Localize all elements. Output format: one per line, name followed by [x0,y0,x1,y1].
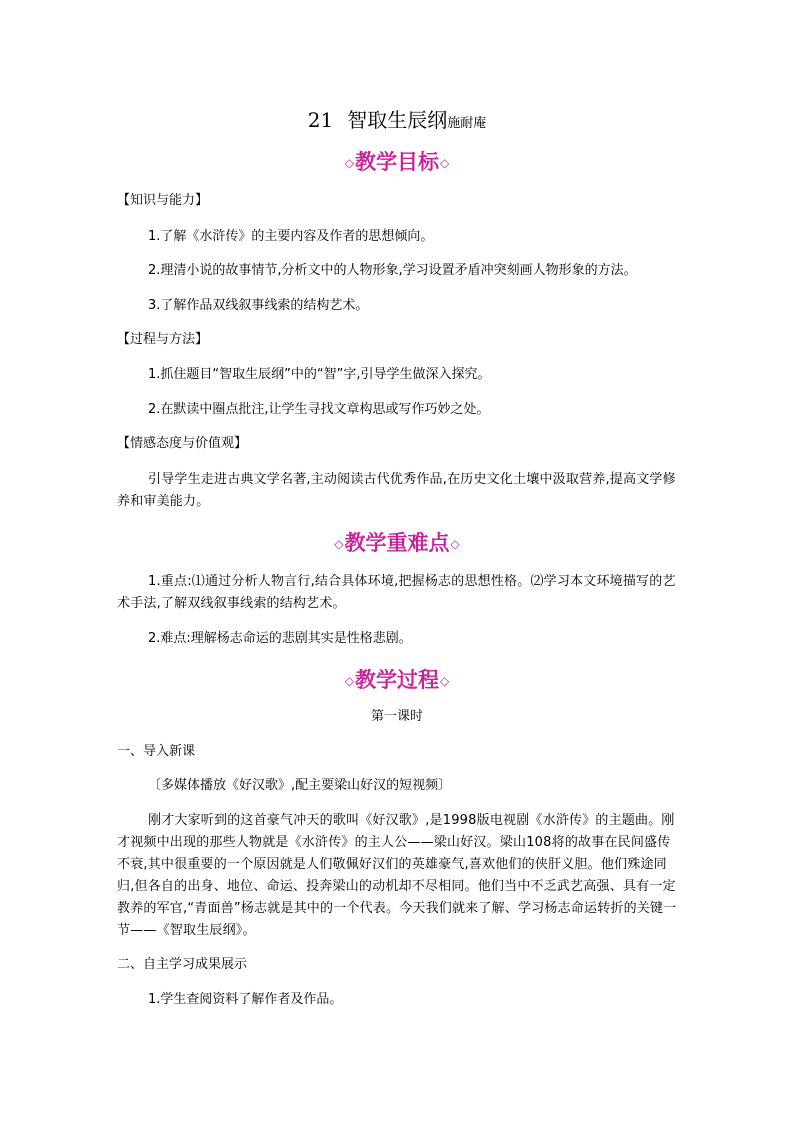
knowledge-label: 【知识与能力】 [117,193,209,208]
lesson-number: 21 [307,108,334,132]
knowledge-item-3: 3.了解作品双线叙事线索的结构艺术。 [148,298,369,313]
diamond-icon: ◇ [344,156,354,170]
lesson-title [0,104,794,133]
section-heading-goals-text: 教学目标 [355,150,439,174]
step2-label: 二、自主学习成果展示 [117,957,248,972]
knowledge-item-1: 1.了解《水浒传》的主要内容及作者的思想倾向。 [148,229,434,244]
key-point-1: 1.重点:⑴通过分析人物言行,结合具体环境,把握杨志的思想性格。⑵学习本文环境描写的艺术手法,了解双线叙事线索的结构艺术。 [117,574,676,611]
section-heading-key-points-text: 教学重难点 [344,531,450,555]
knowledge-item-2: 2.理清小说的故事情节,分析文中的人物形象,学习设置矛盾冲突刻画人物形象的方法。 [148,263,637,278]
method-label: 【过程与方法】 [117,332,209,347]
step1-note: 〔多媒体播放《好汉歌》,配主要梁山好汉的短视频〕 [148,778,452,793]
period-label: 第一课时 [370,709,423,724]
step1-paragraph: 刚才大家听到的这首豪气冲天的歌叫《好汉歌》,是1998版电视剧《水浒传》的主题曲。刚才视频中出现的那些人物就是《水浒传》的主人公——梁山好汉。梁山108将的故事在民间盛传不衰,其中很重要的一个原因就是人们敬佩好汉们的英雄豪气,喜欢他们的侠肝义胆。他们殊途同归,但各自的出身、地位、命运、投奔梁山的动机却不尽相同。他们当中不乏武艺高强、具有一定教养的军官,“青面兽”杨志就是其中的一个代表。今天我们就来了解、学习杨志命运转折的关键一节——《智取生辰纲》。 [117,813,677,938]
section-heading-goals [0,146,794,176]
emotion-label: 【情感态度与价值观】 [117,436,248,451]
section-heading-key-points [0,527,794,557]
method-item-2: 2.在默读中圈点批注,让学生寻找文章构思或写作巧妙之处。 [148,402,490,417]
step2-item-1: 1.学生查阅资料了解作者及作品。 [148,992,343,1007]
method-item-1: 1.抓住题目“智取生辰纲”中的“智”字,引导学生做深入探究。 [148,367,491,382]
diamond-icon: ◇ [344,674,354,688]
diamond-icon: ◇ [450,537,460,551]
key-point-2: 2.难点:理解杨志命运的悲剧其实是性格悲剧。 [148,631,412,646]
diamond-icon: ◇ [334,537,344,551]
diamond-icon: ◇ [440,674,450,688]
lesson-author: 施耐庵 [447,116,487,131]
section-heading-process [0,664,794,694]
lesson-title-text: 智取生辰纲 [347,108,448,132]
step1-label: 一、导入新课 [117,744,196,759]
section-heading-process-text: 教学过程 [355,668,439,692]
diamond-icon: ◇ [440,156,450,170]
emotion-paragraph: 引导学生走进古典文学名著,主动阅读古代优秀作品,在历史文化土壤中汲取营养,提高文学修养和审美能力。 [117,472,676,509]
